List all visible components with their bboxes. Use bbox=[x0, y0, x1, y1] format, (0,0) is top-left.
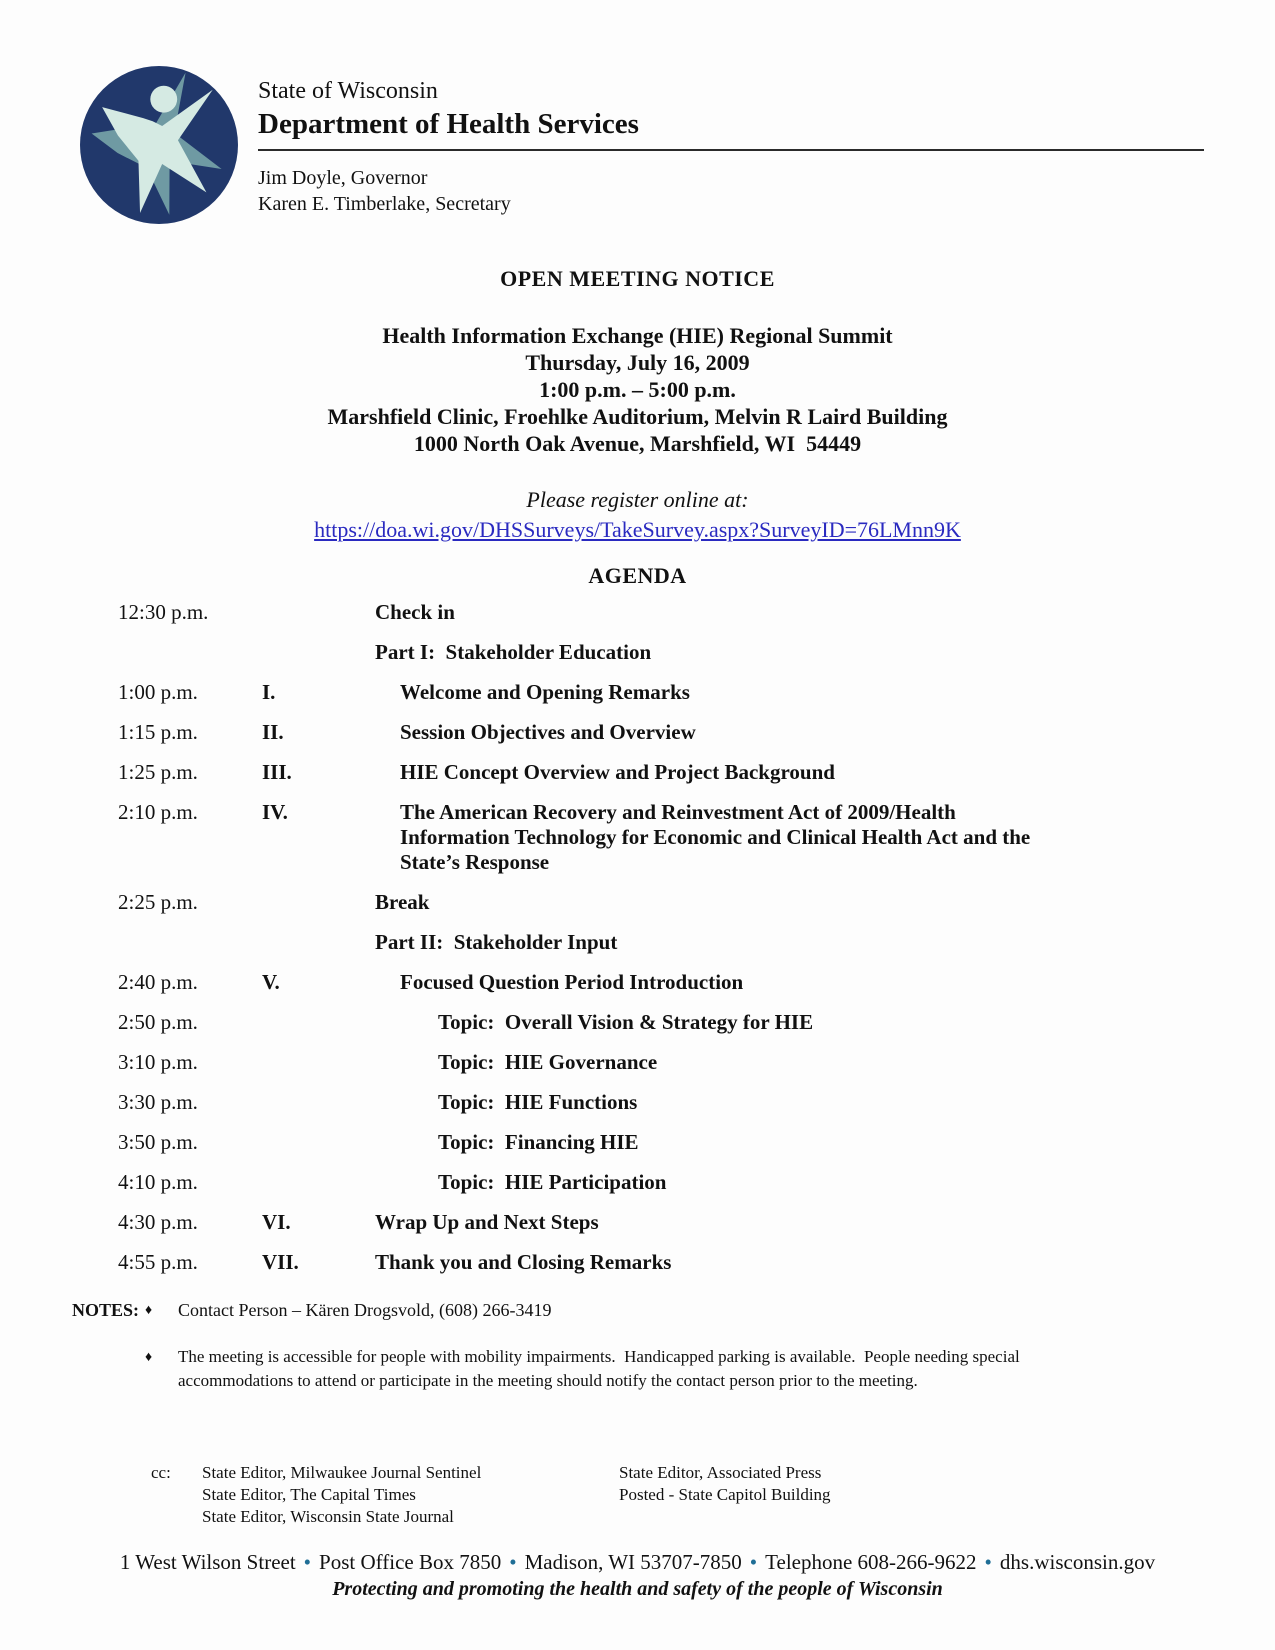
register-prompt: Please register online at: bbox=[526, 487, 749, 512]
footer bbox=[0, 1548, 1275, 1602]
agenda-row bbox=[118, 600, 1235, 625]
footer-tagline: Protecting and promoting the health and safety of the people of Wisconsin bbox=[332, 1578, 943, 1600]
agenda-time: 1:15 p.m. bbox=[118, 720, 198, 744]
agenda-item-text: Check in bbox=[375, 600, 455, 624]
agenda-item-text: Topic: HIE Governance bbox=[438, 1050, 658, 1074]
agenda-item-text: Thank you and Closing Remarks bbox=[375, 1250, 672, 1274]
secretary-line: Karen E. Timberlake, Secretary bbox=[258, 193, 511, 215]
bullet-separator-icon: • bbox=[749, 1550, 758, 1574]
agenda-item-text: Focused Question Period Introduction bbox=[400, 970, 744, 994]
agenda-numeral: II. bbox=[262, 720, 284, 744]
agenda-item-text: Topic: HIE Participation bbox=[438, 1170, 667, 1194]
cc-entry: State Editor, Milwaukee Journal Sentinel bbox=[202, 1463, 482, 1482]
agenda-time: 1:25 p.m. bbox=[118, 760, 198, 784]
agenda-numeral: VI. bbox=[262, 1210, 291, 1234]
event-line: Marshfield Clinic, Froehlke Auditorium, Melvin R Laird Building bbox=[327, 404, 948, 429]
cc-entry: Posted - State Capitol Building bbox=[619, 1485, 831, 1504]
bullet-separator-icon: • bbox=[984, 1550, 992, 1574]
agenda-item-text: Wrap Up and Next Steps bbox=[375, 1210, 599, 1234]
agenda-row bbox=[118, 1130, 1235, 1155]
agenda-time: 2:25 p.m. bbox=[118, 890, 198, 914]
letterhead bbox=[258, 76, 1204, 217]
agenda-row bbox=[118, 1010, 1235, 1035]
agenda-time: 2:40 p.m. bbox=[118, 970, 198, 994]
cc-right bbox=[619, 1462, 831, 1528]
note-accessibility: The meeting is accessible for people with mobility impairments. Handicapped parking is available. People needing special accommodations to attend or participate in the meeting should notify the contact person prior to the meeting. bbox=[178, 1347, 1024, 1390]
event-line: 1000 North Oak Avenue, Marshfield, WI 54449 bbox=[413, 431, 862, 456]
agenda-row bbox=[118, 760, 1235, 785]
governor-line: Jim Doyle, Governor bbox=[258, 167, 428, 189]
event-line: Health Information Exchange (HIE) Regional Summit bbox=[382, 323, 893, 348]
agenda-item-text: Topic: Financing HIE bbox=[438, 1130, 639, 1154]
bullet-separator-icon: • bbox=[509, 1550, 517, 1574]
agenda-item-text: HIE Concept Overview and Project Background bbox=[400, 760, 835, 784]
cc-entry: State Editor, Wisconsin State Journal bbox=[202, 1507, 454, 1526]
footer-address bbox=[0, 1548, 1275, 1576]
diamond-bullet-icon: ♦ bbox=[145, 1303, 153, 1318]
cc-entry: State Editor, The Capital Times bbox=[202, 1485, 416, 1504]
agenda-title: AGENDA bbox=[588, 563, 687, 588]
agenda-time: 4:55 p.m. bbox=[118, 1250, 198, 1274]
agenda-row bbox=[118, 1250, 1235, 1275]
agenda-item-text: Topic: HIE Functions bbox=[438, 1090, 638, 1114]
agenda-numeral: V. bbox=[262, 970, 280, 994]
agenda-time: 1:00 p.m. bbox=[118, 680, 198, 704]
agenda-item-text: Session Objectives and Overview bbox=[400, 720, 696, 744]
note-contact: Contact Person – Kären Drogsvold, (608) 266-3419 bbox=[178, 1300, 552, 1320]
register-link[interactable]: https://doa.wi.gov/DHSSurveys/TakeSurvey.aspx?SurveyID=76LMnn9K bbox=[314, 517, 961, 542]
agenda-item-text: Part II: Stakeholder Input bbox=[375, 930, 618, 954]
event-details bbox=[0, 322, 1275, 457]
cc-label: cc: bbox=[151, 1463, 171, 1482]
agenda-item-text: Break bbox=[375, 890, 430, 914]
footer-address-part: Madison, WI 53707-7850 bbox=[524, 1550, 742, 1574]
footer-address-part: Post Office Box 7850 bbox=[319, 1550, 502, 1574]
agenda-numeral: VII. bbox=[262, 1250, 299, 1274]
footer-address-part: dhs.wisconsin.gov bbox=[999, 1550, 1156, 1574]
agenda-item-text: Topic: Overall Vision & Strategy for HIE bbox=[438, 1010, 814, 1034]
agenda-time: 4:30 p.m. bbox=[118, 1210, 198, 1234]
agenda-row bbox=[118, 970, 1235, 995]
note-row bbox=[72, 1345, 1215, 1393]
agenda-time: 2:50 p.m. bbox=[118, 1010, 198, 1034]
agenda-time: 4:10 p.m. bbox=[118, 1170, 198, 1194]
event-line: 1:00 p.m. – 5:00 p.m. bbox=[539, 377, 736, 402]
agenda-row bbox=[118, 890, 1235, 915]
agenda-row bbox=[118, 680, 1235, 705]
notes-section bbox=[72, 1298, 1215, 1393]
agenda-rows bbox=[118, 600, 1235, 1290]
bullet-separator-icon: • bbox=[303, 1550, 312, 1574]
cc-left bbox=[202, 1462, 619, 1528]
cc-entry: State Editor, Associated Press bbox=[619, 1463, 822, 1482]
footer-address-part: Telephone 608-266-9622 bbox=[765, 1550, 977, 1574]
footer-address-part: 1 West Wilson Street bbox=[119, 1550, 296, 1574]
agenda-time: 2:10 p.m. bbox=[118, 800, 198, 824]
registration bbox=[0, 486, 1275, 543]
note-row bbox=[72, 1298, 1215, 1323]
person-star-icon bbox=[80, 66, 238, 224]
agenda-item-text: Part I: Stakeholder Education bbox=[375, 640, 652, 664]
agenda-item-text: Welcome and Opening Remarks bbox=[400, 680, 690, 704]
agenda-row bbox=[118, 1090, 1235, 1115]
agenda-row bbox=[118, 930, 1235, 955]
diamond-bullet-icon: ♦ bbox=[145, 1350, 153, 1365]
agenda-row bbox=[118, 1050, 1235, 1075]
notes-label: NOTES: bbox=[72, 1300, 140, 1320]
agenda-time: 3:50 p.m. bbox=[118, 1130, 198, 1154]
cc-section bbox=[151, 1462, 831, 1528]
agenda-item-text: The American Recovery and Reinvestment Act of 2009/Health Information Technology for Economic and Clinical Health Act and the State’s Response bbox=[400, 800, 1036, 874]
agenda-numeral: I. bbox=[262, 680, 276, 704]
agenda-time: 12:30 p.m. bbox=[118, 600, 209, 624]
agenda-row bbox=[118, 1210, 1235, 1235]
agenda-time: 3:10 p.m. bbox=[118, 1050, 198, 1074]
agenda-row bbox=[118, 640, 1235, 665]
header-rule bbox=[258, 149, 1204, 151]
agenda-row bbox=[118, 720, 1235, 745]
dhs-logo bbox=[80, 66, 238, 224]
department-name: Department of Health Services bbox=[258, 108, 639, 140]
officials bbox=[258, 165, 1204, 217]
event-line: Thursday, July 16, 2009 bbox=[525, 350, 750, 375]
agenda-row bbox=[118, 1170, 1235, 1195]
agenda-time: 3:30 p.m. bbox=[118, 1090, 198, 1114]
agenda-numeral: III. bbox=[262, 760, 292, 784]
state-name: State of Wisconsin bbox=[258, 78, 438, 104]
page-title: OPEN MEETING NOTICE bbox=[500, 266, 775, 291]
agenda-row bbox=[118, 800, 1235, 875]
agenda-numeral: IV. bbox=[262, 800, 288, 824]
